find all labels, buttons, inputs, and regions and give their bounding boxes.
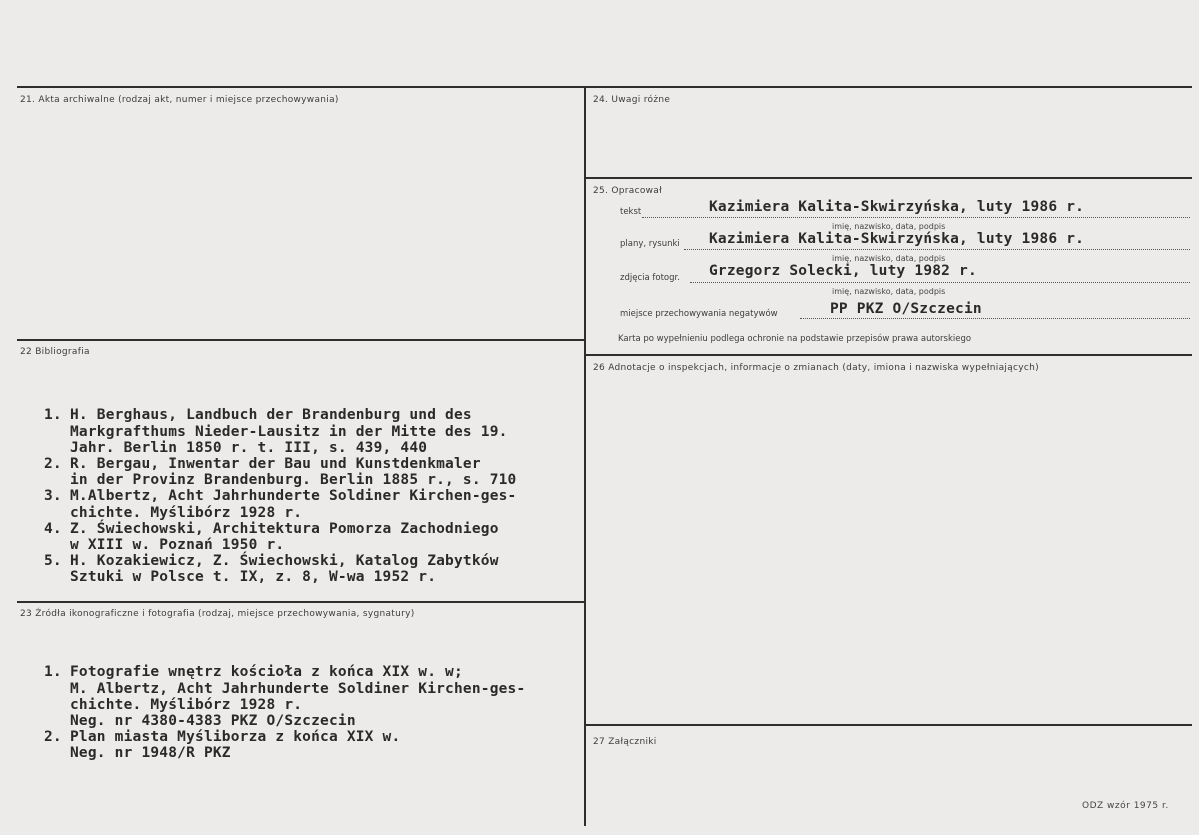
list-item-line: Z. Świechowski, Architektura Pomorza Zachodniego (70, 520, 499, 537)
list-item-line: M.Albertz, Acht Jahrhunderte Soldiner Kirchen-ges- (70, 488, 517, 505)
photos-row-line (690, 282, 1190, 283)
list-item-number: 4. (44, 520, 62, 537)
plans-row-label: plany, rysunki (620, 239, 680, 249)
photos-row-caption: imię, nazwisko, data, podpis (832, 287, 946, 296)
negatives-label: miejsce przechowywania negatywów (620, 309, 778, 319)
negatives-line (800, 318, 1190, 319)
section-27-label: 27 Załączniki (593, 737, 657, 747)
list-item-number: 5. (44, 553, 62, 570)
photos-row-label: zdjęcia fotogr. (620, 273, 680, 283)
text-row-caption: imię, nazwisko, data, podpis (832, 222, 946, 231)
list-item-text (70, 407, 508, 456)
text-row-label: tekst (620, 207, 642, 217)
list-item-text (70, 521, 499, 553)
list-item-line: R. Bergau, Inwentar der Bau und Kunstdenkmaler (70, 456, 481, 473)
list-item-text (70, 664, 525, 729)
list-item-line: M. Albertz, Acht Jahrhunderte Soldiner Kirchen-ges- (70, 680, 526, 697)
section-25-label: 25. Opracował (593, 186, 662, 196)
list-item-text (70, 729, 400, 761)
list-item-line: Jahr. Berlin 1850 r. t. III, s. 439, 440 (70, 439, 428, 456)
list-item-line: chichte. Myślibórz 1928 r. (70, 504, 303, 521)
list-item-line: Neg. nr 1948/R PKZ (70, 745, 231, 762)
iconography-list (44, 632, 579, 794)
list-item-line: in der Provinz Brandenburg. Berlin 1885 r., s. 710 (70, 472, 517, 489)
list-item-line: Markgrafthums Nieder-Lausitz in der Mitte des 19. (70, 423, 508, 440)
section-26-label: 26 Adnotacje o inspekcjach, informacje o zmianach (daty, imiona i nazwiska wypełniających) (593, 363, 1039, 373)
list-item-number: 2. (44, 456, 62, 473)
section-22-label: 22 Bibliografia (20, 347, 90, 357)
plans-row-caption: imię, nazwisko, data, podpis (832, 254, 946, 263)
list-item-number: 1. (44, 664, 62, 681)
list-item-number: 2. (44, 729, 62, 746)
plans-row-value: Kazimiera Kalita-Skwirzyńska, luty 1986 r. (709, 231, 1085, 247)
rule-24-25 (586, 177, 1192, 179)
text-row-line (642, 217, 1190, 218)
bibliography-list (44, 375, 579, 618)
section-23-label: 23 Źródła ikonograficzne i fotografia (rodzaj, miejsce przechowywania, sygnatury) (20, 609, 415, 619)
center-divider (584, 86, 586, 826)
list-item-line: w XIII w. Poznań 1950 r. (70, 537, 285, 554)
list-item-line: Fotografie wnętrz kościoła z końca XIX w. w; (70, 664, 463, 681)
list-item (44, 407, 579, 456)
list-item (44, 521, 579, 553)
list-item-text (70, 553, 499, 585)
list-item-number: 1. (44, 407, 62, 424)
list-item-line: H. Kozakiewicz, Z. Świechowski, Katalog Zabytków (70, 553, 499, 570)
list-item-number: 3. (44, 488, 62, 505)
section-21-label: 21. Akta archiwalne (rodzaj akt, numer i miejsce przechowywania) (20, 95, 339, 105)
negatives-value: PP PKZ O/Szczecin (830, 301, 982, 317)
list-item-line: H. Berghaus, Landbuch der Brandenburg und des (70, 407, 472, 424)
list-item-text (70, 456, 517, 488)
photos-row-value: Grzegorz Solecki, luty 1982 r. (709, 263, 977, 279)
list-item (44, 553, 579, 585)
text-row-value: Kazimiera Kalita-Skwirzyńska, luty 1986 r. (709, 199, 1085, 215)
rule-21-22 (17, 339, 584, 341)
plans-row-line (684, 249, 1190, 250)
list-item (44, 664, 579, 729)
list-item (44, 488, 579, 520)
copyright-note: Karta po wypełnieniu podlega ochronie na podstawie przepisów prawa autorskiego (618, 334, 972, 344)
list-item-line: Plan miasta Myśliborza z końca XIX w. (70, 729, 401, 746)
form-footer: ODZ wzór 1975 r. (1082, 801, 1169, 811)
list-item (44, 729, 579, 761)
list-item-text (70, 488, 517, 520)
list-item-line: Sztuki w Polsce t. IX, z. 8, W-wa 1952 r. (70, 569, 437, 586)
rule-26-27 (586, 724, 1192, 726)
list-item-line: chichte. Myślibórz 1928 r. (70, 696, 303, 713)
list-item-line: Neg. nr 4380-4383 PKZ O/Szczecin (70, 713, 356, 730)
list-item (44, 456, 579, 488)
top-rule (17, 86, 1192, 88)
section-24-label: 24. Uwagi różne (593, 95, 671, 105)
rule-25-26 (586, 354, 1192, 356)
